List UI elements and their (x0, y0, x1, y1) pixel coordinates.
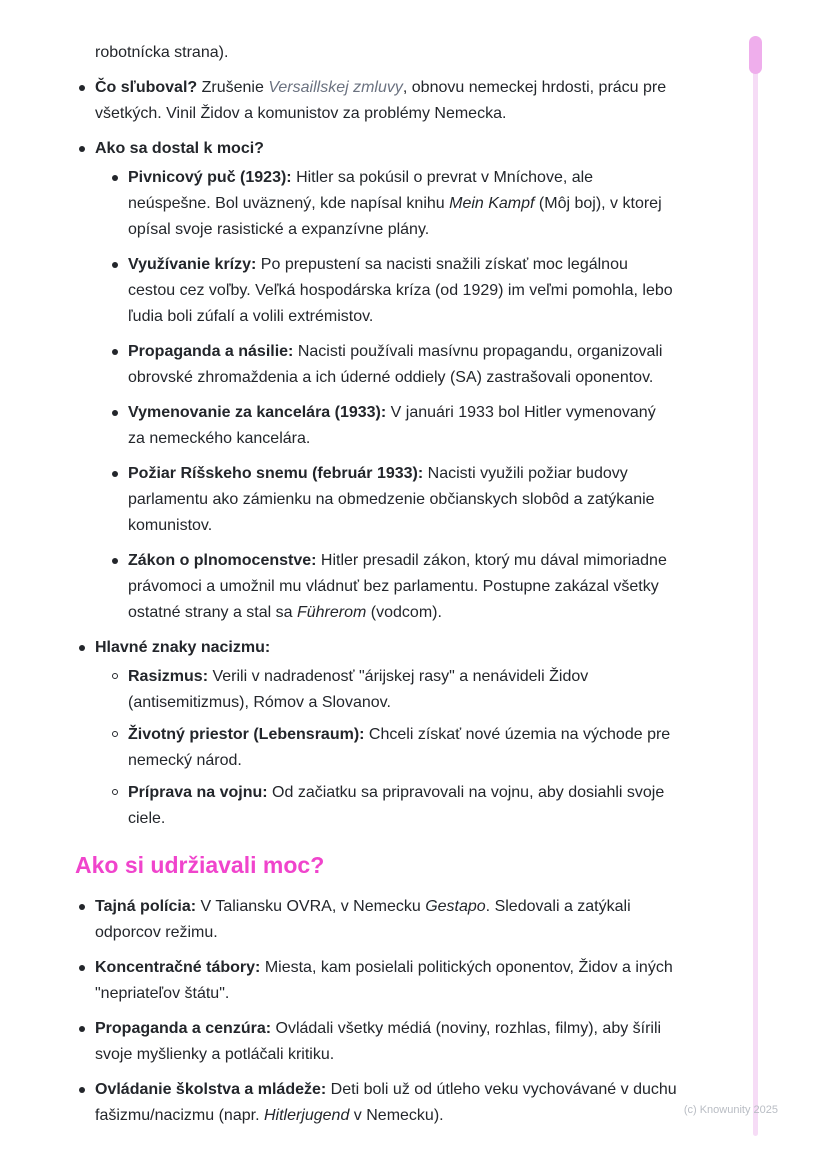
text-run: robotnícka strana). (95, 44, 229, 61)
text-run: Versaillskej zmluvy (268, 79, 403, 96)
text-run: v Nemecku). (349, 1107, 444, 1124)
paragraph-continuation (75, 40, 677, 66)
text-run: Nacisti používali masívnu propagandu, organizovali obrovské zhromaždenia a ich úderné oddiely (SA) zastrašovali oponentov. (128, 343, 663, 386)
text-run: Deti boli už od útleho veku vychovávané v duchu fašizmu/nacizmu (napr. (95, 1081, 677, 1124)
list-item (108, 461, 677, 539)
text-run: Propaganda a cenzúra: (95, 1020, 276, 1037)
text-run: Hitler sa pokúsil o prevrat v Mníchove, ale neúspešne. Bol uväznený, kde napísal knihu (128, 169, 594, 212)
text-run: Príprava na vojnu: (128, 784, 273, 801)
text-run: , obnovu nemeckej hrdosti, prácu pre všetkých. Vinil Židov a komunistov za problémy Nemecka. (95, 79, 667, 122)
list-item (75, 894, 677, 946)
text-run: . Sledovali a zatýkali odporcov režimu. (95, 898, 631, 941)
text-run: Ovládanie školstva a mládeže: (95, 1081, 331, 1098)
text-run: Ako si udržiavali moc? (75, 852, 325, 878)
disc-bullet-icon (79, 85, 85, 91)
section-heading (75, 850, 677, 880)
circle-bullet-icon (112, 731, 118, 737)
disc-bullet-icon (79, 904, 85, 910)
text-run: Hlavné znaky nacizmu: (95, 639, 271, 656)
list-item (75, 75, 677, 127)
disc-bullet-icon (112, 175, 118, 181)
list-item (75, 1077, 677, 1129)
text-run: Chceli získať nové územia na východe pre nemecký národ. (128, 726, 671, 769)
list-item (75, 635, 677, 661)
text-run: Miesta, kam posielali politických oponentov, Židov a iných "nepriateľov štátu". (95, 959, 673, 1002)
list-item (108, 548, 677, 626)
text-run: (Môj boj), v ktorej opísal svoje rasistické a expanzívne plány. (128, 195, 662, 238)
list-item (108, 165, 677, 243)
text-run: Zákon o plnomocenstve: (128, 552, 321, 569)
list-item (108, 339, 677, 391)
list-item (108, 664, 677, 716)
document-body (75, 40, 677, 1138)
text-run: Ovládali všetky médiá (noviny, rozhlas, filmy), aby šírili svoje myšlienky a potláčali kritiku. (95, 1020, 662, 1063)
text-run: Mein Kampf (449, 195, 535, 212)
watermark: (c) Knowunity 2025 (683, 1104, 778, 1116)
text-run: Nacisti využili požiar budovy parlamentu ako zámienku na obmedzenie občianskych slobôd a zatýkanie komunistov. (128, 465, 655, 534)
disc-bullet-icon (79, 965, 85, 971)
text-run: Od začiatku sa pripravovali na vojnu, aby dosiahli svoje ciele. (128, 784, 665, 827)
list-item (108, 400, 677, 452)
disc-bullet-icon (112, 410, 118, 416)
list-item (108, 780, 677, 832)
text-run: Pivnicový puč (1923): (128, 169, 297, 186)
text-run: Využívanie krízy: (128, 256, 261, 273)
disc-bullet-icon (79, 1087, 85, 1093)
text-run: Tajná polícia: (95, 898, 201, 915)
text-run: Po prepustení sa nacisti snažili získať moc legálnou cestou cez voľby. Veľká hospodárska kríza (od 1929) im veľmi pomohla, lebo ľudia boli zúfalí a volili extrémistov. (128, 256, 673, 325)
disc-bullet-icon (112, 471, 118, 477)
disc-bullet-icon (112, 349, 118, 355)
list-item (108, 252, 677, 330)
text-run: Führerom (296, 604, 367, 621)
text-run: Čo sľuboval? (95, 79, 202, 96)
text-run: Ako sa dostal k moci? (95, 140, 264, 157)
text-run: Požiar Ríšskeho snemu (február 1933): (128, 465, 428, 482)
text-run: Gestapo (425, 898, 486, 915)
list-item (108, 722, 677, 774)
list-item (75, 955, 677, 1007)
text-run: Rasizmus: (128, 668, 213, 685)
text-run: (vodcom). (366, 604, 442, 621)
text-run: Koncentračné tábory: (95, 959, 265, 976)
disc-bullet-icon (79, 645, 85, 651)
scrollbar-track[interactable] (753, 36, 758, 1136)
disc-bullet-icon (79, 1026, 85, 1032)
text-run: Verili v nadradenosť "árijskej rasy" a nenávideli Židov (antisemitizmus), Rómov a Slovanov. (128, 668, 589, 711)
list-item (75, 136, 677, 162)
text-run: Zrušenie (201, 79, 269, 96)
text-run: V Taliansku OVRA, v Nemecku (200, 898, 426, 915)
text-run: V januári 1933 bol Hitler vymenovaný za nemeckého kancelára. (128, 404, 656, 447)
circle-bullet-icon (112, 789, 118, 795)
text-run: Životný priestor (Lebensraum): (128, 726, 369, 743)
text-run: Vymenovanie za kancelára (1933): (128, 404, 391, 421)
disc-bullet-icon (112, 558, 118, 564)
disc-bullet-icon (79, 146, 85, 152)
disc-bullet-icon (112, 262, 118, 268)
scrollbar[interactable] (749, 36, 762, 1136)
circle-bullet-icon (112, 673, 118, 679)
scrollbar-thumb[interactable] (749, 36, 762, 74)
text-run: Hitler presadil zákon, ktorý mu dával mimoriadne právomoci a umožnil mu vládnuť bez parlamentu. Postupne zakázal všetky ostatné strany a stal sa (128, 552, 667, 621)
list-item (75, 1016, 677, 1068)
text-run: Propaganda a násilie: (128, 343, 298, 360)
text-run: Hitlerjugend (263, 1107, 350, 1124)
